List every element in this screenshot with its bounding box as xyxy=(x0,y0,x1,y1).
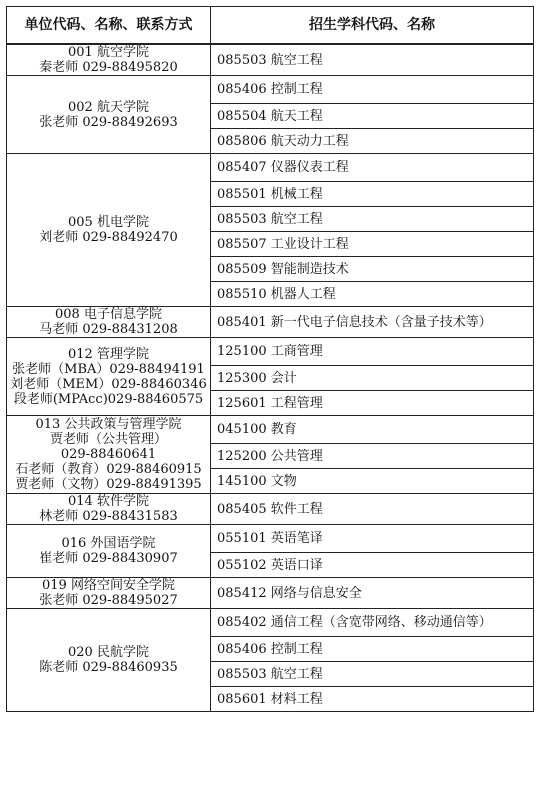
unit-line: 005 机电学院 xyxy=(68,215,149,230)
subject-cell: 125300 会计 xyxy=(211,366,534,391)
subject-cell: 085402 通信工程（含宽带网络、移动通信等） xyxy=(211,609,534,637)
unit-line: 段老师(MPAcc)029-88460575 xyxy=(13,391,204,407)
table-row xyxy=(7,44,534,76)
unit-cell xyxy=(7,578,211,609)
unit-line: 029-88460641 xyxy=(60,447,157,462)
unit-cell xyxy=(7,525,211,578)
subject-cell: 085507 工业设计工程 xyxy=(211,232,534,257)
unit-line: 016 外国语学院 xyxy=(61,536,156,551)
subject-cell: 125601 工程管理 xyxy=(211,391,534,416)
subject-cell: 145100 文物 xyxy=(211,469,534,494)
header-row xyxy=(7,7,534,45)
admissions-table-container xyxy=(6,6,533,712)
subject-cell: 085406 控制工程 xyxy=(211,76,534,104)
header-subject: 招生学科代码、名称 xyxy=(211,7,534,45)
table-row xyxy=(7,416,534,444)
table-row xyxy=(7,525,534,553)
unit-line: 张老师 029-88495027 xyxy=(39,593,178,608)
table-header xyxy=(7,7,534,45)
subject-cell: 085401 新一代电子信息技术（含量子技术等） xyxy=(211,307,534,338)
unit-cell xyxy=(7,307,211,338)
unit-line: 陈老师 029-88460935 xyxy=(39,660,178,675)
subject-cell: 085412 网络与信息安全 xyxy=(211,578,534,609)
unit-line: 张老师 029-88492693 xyxy=(39,114,178,130)
subject-cell: 055102 英语口译 xyxy=(211,553,534,578)
admissions-table xyxy=(6,6,534,712)
unit-line: 刘老师（MEM）029-88460346 xyxy=(10,376,207,392)
unit-line: 014 软件学院 xyxy=(68,494,149,509)
subject-cell: 085503 航空工程 xyxy=(211,44,534,76)
unit-cell xyxy=(7,609,211,712)
unit-line: 贾老师（文物）029-88491395 xyxy=(15,477,202,492)
unit-cell xyxy=(7,44,211,76)
unit-line: 019 网络空间安全学院 xyxy=(42,578,175,593)
table-row xyxy=(7,154,534,182)
subject-cell: 085510 机器人工程 xyxy=(211,282,534,307)
table-row xyxy=(7,307,534,338)
unit-line: 张老师（MBA）029-88494191 xyxy=(12,361,205,377)
unit-cell xyxy=(7,76,211,154)
unit-cell xyxy=(7,154,211,307)
unit-line: 008 电子信息学院 xyxy=(55,307,162,322)
unit-line: 林老师 029-88431583 xyxy=(39,509,178,524)
subject-cell: 085405 软件工程 xyxy=(211,494,534,525)
subject-cell: 085806 航天动力工程 xyxy=(211,129,534,154)
unit-line: 马老师 029-88431208 xyxy=(39,322,178,337)
unit-line: 012 管理学院 xyxy=(68,346,149,362)
table-row xyxy=(7,338,534,366)
subject-cell: 125100 工商管理 xyxy=(211,338,534,366)
unit-cell xyxy=(7,338,211,416)
subject-cell: 085501 机械工程 xyxy=(211,182,534,207)
unit-line: 石老师（教育）029-88460915 xyxy=(15,462,202,477)
subject-cell: 085406 控制工程 xyxy=(211,637,534,662)
unit-line: 013 公共政策与管理学院 xyxy=(35,417,182,432)
header-unit: 单位代码、名称、联系方式 xyxy=(7,7,211,45)
unit-line: 崔老师 029-88430907 xyxy=(39,551,178,566)
table-row xyxy=(7,578,534,609)
table-row xyxy=(7,494,534,525)
unit-cell xyxy=(7,416,211,494)
subject-cell: 085504 航天工程 xyxy=(211,104,534,129)
subject-cell: 085407 仪器仪表工程 xyxy=(211,154,534,182)
table-row xyxy=(7,76,534,104)
unit-line: 001 航空学院 xyxy=(68,45,149,60)
subject-cell: 085509 智能制造技术 xyxy=(211,257,534,282)
subject-cell: 085503 航空工程 xyxy=(211,207,534,232)
unit-cell xyxy=(7,494,211,525)
table-body xyxy=(7,44,534,712)
unit-line: 刘老师 029-88492470 xyxy=(39,230,178,245)
subject-cell: 045100 教育 xyxy=(211,416,534,444)
unit-line: 020 民航学院 xyxy=(68,645,149,660)
subject-cell: 125200 公共管理 xyxy=(211,444,534,469)
unit-line: 贾老师（公共管理） xyxy=(49,432,167,447)
table-row xyxy=(7,609,534,637)
subject-cell: 085601 材料工程 xyxy=(211,687,534,712)
subject-cell: 085503 航空工程 xyxy=(211,662,534,687)
subject-cell: 055101 英语笔译 xyxy=(211,525,534,553)
unit-line: 秦老师 029-88495820 xyxy=(39,60,178,75)
unit-line: 002 航天学院 xyxy=(68,99,149,115)
